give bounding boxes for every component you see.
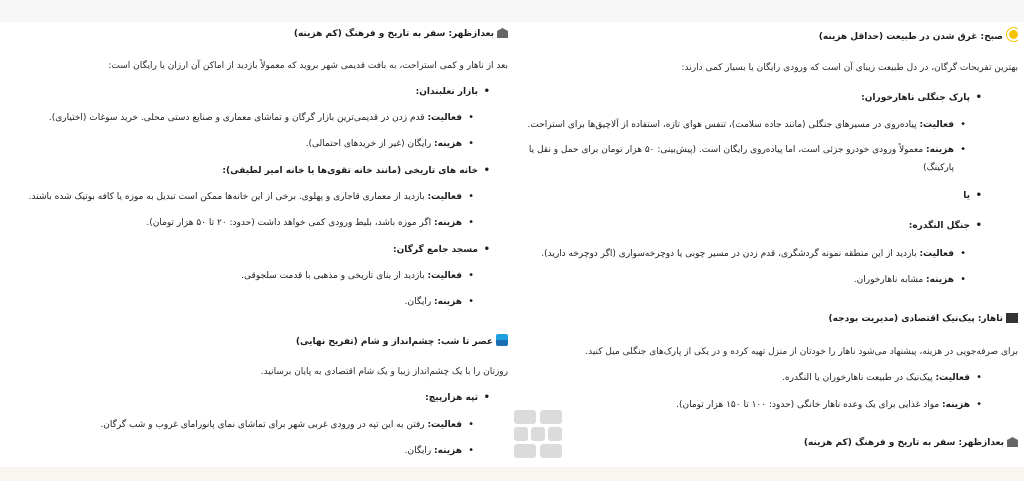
intro-evening: روزتان را با یک چشم‌انداز زیبا و یک شام اقتصادی به پایان برسانید. [260,367,508,377]
right-column [510,22,1018,467]
bank-icon [497,28,508,38]
heading-afternoon: بعدازظهر: سفر به تاریخ و فرهنگ (کم هزینه) [510,437,1018,449]
heading-evening: عصر تا شب: چشم‌انداز و شام (تفریح نهایی) [6,334,508,348]
list-item: فعالیت: رفتن به این تپه در ورودی غربی شهر برای تماشای نمای پانورامای غروب و شب گرگان. [100,420,462,430]
list-item: هزینه: رایگان. [404,297,462,307]
list-item: هزینه: اگر موزه باشد، بلیط ورودی کمی خواهد داشت (حدود: ۲۰ تا ۵۰ هزار تومان). [146,218,462,228]
intro-afternoon: بعد از ناهار و کمی استراحت، به بافت قدیمی شهر بروید که معمولاً بازدید از اماکن آن ارزان یا رایگان است: [108,61,508,71]
heading-morning: صبح: غرق شدن در طبیعت (حداقل هزینه) [510,30,1018,43]
list-item: تپه هزارپیچ: [425,393,478,403]
list-item-continued: پارکینگ) [923,163,954,173]
heading-lunch: ناهار: پیک‌نیک اقتصادی (مدیریت بودجه) [510,313,1018,325]
bank-icon [1007,437,1018,447]
top-bar [0,0,1024,22]
list-item: بازار نعلبندان: [415,87,478,97]
list-item: هزینه: معمولاً ورودی خودرو جزئی است، اما پیاده‌روی رایگان است. (پیش‌بینی: ۵۰ هزار تومان برای حمل و نقل یا [528,145,954,155]
list-item: هزینه: مشابه ناهارخوران. [853,275,954,285]
picnic-icon [1006,313,1018,323]
sun-icon [1009,30,1018,39]
list-item: فعالیت: بازدید از معماری قاجاری و پهلوی. برخی از این خانه‌ها ممکن است تبدیل به موزه یا کافه بوتیک شده باشند. [28,192,462,202]
list-item: هزینه: مواد غذایی برای یک وعده ناهار خانگی (حدود: ۱۰۰ تا ۱۵۰ هزار تومان). [676,400,970,410]
bottom-bar [0,467,1024,481]
list-item: مسجد جامع گرگان: [393,245,478,255]
list-item: فعالیت: بازدید از این منطقه نمونه گردشگری، قدم زدن در مسیر چوبی یا دوچرخه‌سواری (اگر دوچرخه دارید). [541,249,954,259]
list-item: فعالیت: پیاده‌روی در مسیرهای جنگلی (مانند جاده سلامت)، تنفس هوای تازه، استفاده از آلاچیق‌ها برای استراحت. [527,120,954,130]
heading-afternoon: بعدازظهر: سفر به تاریخ و فرهنگ (کم هزینه) [6,28,508,40]
list-item: جنگل النگدره: [908,221,970,231]
list-item: فعالیت: بازدید از بنای تاریخی و مذهبی با قدمت سلجوقی. [241,271,462,281]
list-item: فعالیت: قدم زدن در قدیمی‌ترین بازار گرگان و تماشای معماری و صنایع دستی محلی. خرید سوغات (اختیاری). [48,113,462,123]
list-item: فعالیت: پیک‌نیک در طبیعت ناهارخوران یا النگدره. [782,373,970,383]
sunset-icon [496,334,508,346]
intro-morning: بهترین تفریحات گرگان، در دل طبیعت زیبای آن است که ورودی رایگان یا بسیار کمی دارند: [681,63,1018,73]
intro-lunch: برای صرفه‌جویی در هزینه، پیشنهاد می‌شود ناهار را خودتان از منزل تهیه کرده و در یکی از پارک‌های جنگلی میل کنید. [585,347,1018,357]
watermark-logo [512,408,566,462]
list-item: یا [963,191,970,201]
list-item: هزینه: رایگان. [404,446,462,456]
list-item: خانه های تاریخی (مانند خانه تقوی‌ها یا خانه امیر لطیفی): [222,166,478,176]
left-column [6,22,508,467]
list-item: پارک جنگلی ناهارخوران: [861,93,970,103]
list-item: هزینه: رایگان (غیر از خریدهای احتمالی). [305,139,462,149]
